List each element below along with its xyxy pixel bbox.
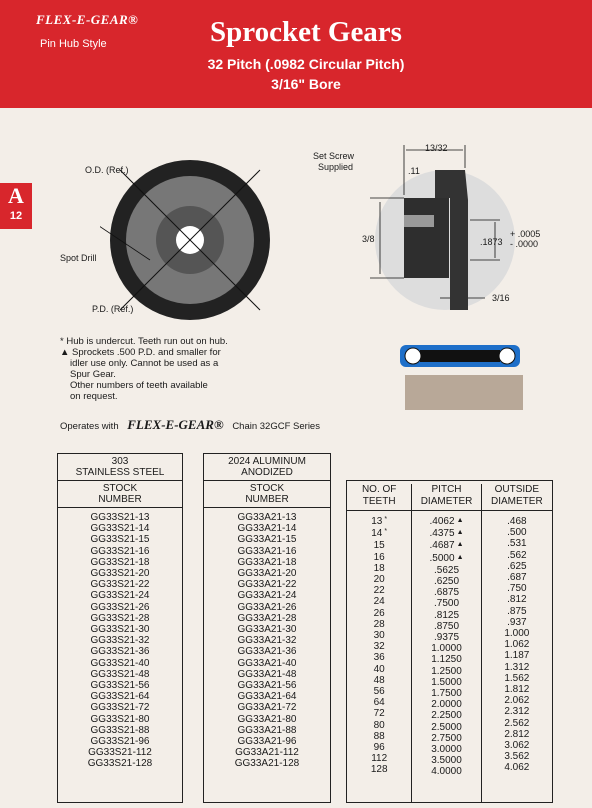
table-row-stock-number: GG33A21-20 bbox=[237, 568, 297, 580]
table-row-stock-number: GG33S21-56 bbox=[90, 680, 150, 692]
table-row-teeth bbox=[347, 675, 411, 686]
cell-value: 1.7500 bbox=[431, 688, 462, 700]
table-row-pitch-diameter bbox=[412, 677, 480, 688]
table-row-pitch-diameter bbox=[412, 654, 480, 665]
table-row-stock-number: GG33S21-72 bbox=[90, 702, 150, 714]
table-row-pitch-diameter bbox=[412, 722, 480, 733]
table-row-stock-number: GG33A21-88 bbox=[237, 724, 297, 736]
table-row-outside-diameter: .468 bbox=[507, 516, 527, 527]
cell-value: 1.0000 bbox=[431, 643, 462, 655]
label-set-screw: Set Screw bbox=[313, 151, 355, 161]
cell-value: 2.5000 bbox=[431, 721, 462, 733]
label-pd: P.D. (Ref.) bbox=[92, 304, 134, 314]
hub-section bbox=[404, 198, 449, 278]
material-name: STAINLESS STEEL bbox=[75, 467, 165, 478]
table-row-pitch-diameter bbox=[412, 587, 480, 598]
table-row-stock-number: GG33S21-16 bbox=[90, 545, 150, 557]
table-row-stock-number: GG33S21-18 bbox=[90, 556, 150, 568]
table-row-teeth bbox=[347, 540, 411, 551]
table-row-stock-number: GG33S21-24 bbox=[90, 590, 150, 602]
cell-value: 2.2500 bbox=[431, 710, 462, 722]
table-row-stock-number: GG33A21-48 bbox=[237, 668, 297, 680]
table-row-teeth bbox=[347, 652, 411, 663]
teeth-column bbox=[347, 511, 412, 802]
cell-value: .4062 bbox=[429, 516, 455, 527]
material-grade: 303 bbox=[111, 456, 129, 467]
table-row-pitch-diameter bbox=[412, 540, 480, 552]
table-row-teeth bbox=[347, 596, 411, 607]
table-row-pitch-diameter bbox=[412, 766, 480, 777]
table-row-stock-number: GG33S21-14 bbox=[90, 523, 150, 535]
table-row-stock-number: GG33S21-30 bbox=[90, 624, 150, 636]
table-row-outside-diameter: 2.312 bbox=[504, 706, 530, 718]
table-row-teeth bbox=[347, 720, 411, 731]
table-row-outside-diameter: 1.000 bbox=[504, 628, 530, 640]
table-row-teeth bbox=[347, 552, 411, 563]
cell-value: 80 bbox=[373, 719, 385, 731]
table-row-pitch-diameter bbox=[412, 610, 480, 621]
table-row-stock-number: GG33A21-56 bbox=[237, 680, 297, 692]
table-row-teeth bbox=[347, 585, 411, 596]
table-row-stock-number: GG33S21-15 bbox=[90, 534, 150, 546]
cell-value: .9375 bbox=[434, 632, 460, 644]
table-row-outside-diameter: 2.562 bbox=[504, 717, 530, 729]
cell-value: 3.5000 bbox=[431, 755, 462, 767]
table-row-stock-number: GG33A21-40 bbox=[237, 657, 297, 669]
dim-3-16: 3/16 bbox=[492, 293, 510, 303]
page-title: Sprocket Gears bbox=[210, 16, 402, 48]
cell-value: 88 bbox=[373, 730, 385, 742]
table-row-stock-number: GG33S21-48 bbox=[90, 668, 150, 680]
table-row-teeth bbox=[347, 516, 411, 528]
brand-subtitle: Pin Hub Style bbox=[40, 38, 107, 50]
page-subtitle-bore: 3/16" Bore bbox=[271, 76, 341, 92]
table-row-outside-diameter: .500 bbox=[507, 527, 527, 539]
spec-header-row bbox=[347, 481, 552, 511]
table-row-outside-diameter: 1.562 bbox=[504, 672, 530, 684]
note-idler-line2: idler use only. Cannot be used as a bbox=[70, 358, 219, 369]
table-row-stock-number: GG33A21-112 bbox=[235, 747, 299, 759]
table-row-stock-number: GG33A21-26 bbox=[237, 601, 297, 613]
cell-value: 64 bbox=[373, 697, 385, 709]
table-row-outside-diameter: 3.562 bbox=[504, 751, 530, 763]
table-row-outside-diameter: .750 bbox=[507, 583, 527, 595]
header-teeth-line1: NO. OF bbox=[361, 484, 397, 495]
cell-value: 2.7500 bbox=[431, 732, 462, 744]
table-row-teeth bbox=[347, 664, 411, 675]
table-row-stock-number: GG33S21-36 bbox=[90, 646, 150, 658]
table-row-pitch-diameter bbox=[412, 666, 480, 677]
table-row-teeth bbox=[347, 753, 411, 764]
chain-pin-left bbox=[405, 348, 421, 364]
cell-value: 22 bbox=[373, 585, 385, 597]
header-pitch-line2: DIAMETER bbox=[420, 496, 473, 507]
cell-value: .8750 bbox=[434, 620, 460, 632]
table-row-outside-diameter: 1.312 bbox=[504, 661, 530, 673]
dim-13-32: 13/32 bbox=[425, 143, 448, 153]
table-row-outside-diameter: .625 bbox=[507, 560, 527, 572]
brand-logo: FLEX-E-GEAR® bbox=[36, 12, 139, 27]
note-other: Other numbers of teeth available bbox=[70, 380, 208, 391]
idler-mark: ▲ bbox=[456, 541, 464, 549]
table-specifications bbox=[346, 480, 553, 803]
table-row-stock-number: GG33S21-128 bbox=[87, 758, 153, 770]
cell-value: 40 bbox=[373, 663, 385, 675]
cell-value: 3.0000 bbox=[431, 744, 462, 756]
table-row-teeth bbox=[347, 608, 411, 619]
table-row-stock-number: GG33S21-22 bbox=[90, 579, 150, 591]
cell-value: .8125 bbox=[434, 609, 460, 621]
table-row-pitch-diameter bbox=[412, 744, 480, 755]
table-row-outside-diameter: .812 bbox=[507, 594, 527, 606]
sprocket-teeth-section bbox=[405, 375, 523, 410]
table-row-stock-number: GG33S21-80 bbox=[90, 713, 150, 725]
table-row-teeth bbox=[347, 641, 411, 652]
table-row-teeth bbox=[347, 742, 411, 753]
table-row-stock-number: GG33A21-22 bbox=[237, 579, 297, 591]
sprocket-side-view bbox=[340, 140, 580, 320]
cell-value: 13 bbox=[371, 516, 383, 527]
table-row-pitch-diameter bbox=[412, 516, 480, 528]
material-grade: 2024 ALUMINUM bbox=[228, 456, 306, 467]
cell-value: 15 bbox=[373, 540, 385, 552]
table-row-pitch-diameter bbox=[412, 643, 480, 654]
table-row-outside-diameter: 1.062 bbox=[504, 639, 530, 651]
table-row-stock-number: GG33A21-14 bbox=[237, 523, 297, 535]
operates-suffix: Chain 32GCF Series bbox=[232, 421, 320, 432]
table-row-stock-number: GG33A21-15 bbox=[237, 534, 297, 546]
cell-value: 56 bbox=[373, 686, 385, 698]
table-row-outside-diameter: .875 bbox=[507, 605, 527, 617]
operates-with-line bbox=[60, 417, 320, 433]
table-aluminum bbox=[203, 453, 331, 803]
cell-value: 28 bbox=[373, 618, 385, 630]
table-row-pitch-diameter bbox=[412, 528, 480, 540]
table-row-outside-diameter: 2.812 bbox=[504, 728, 530, 740]
table-row-teeth bbox=[347, 574, 411, 585]
cell-value: 32 bbox=[373, 641, 385, 653]
chain-pin-right bbox=[499, 348, 515, 364]
table-row-stock-number: GG33A21-64 bbox=[237, 691, 297, 703]
column-header bbox=[58, 481, 182, 508]
table-row-stock-number: GG33A21-28 bbox=[237, 612, 297, 624]
table-row-stock-number: GG33S21-32 bbox=[90, 635, 150, 647]
table-stainless-steel bbox=[57, 453, 183, 803]
table-row-outside-diameter: 3.062 bbox=[504, 740, 530, 752]
header-outside-line1: OUTSIDE bbox=[494, 484, 540, 495]
header-pitch-diameter bbox=[412, 484, 481, 510]
table-row-teeth bbox=[347, 528, 411, 540]
table-row-pitch-diameter bbox=[412, 688, 480, 699]
cell-value: 16 bbox=[373, 551, 385, 563]
dim-11: .11 bbox=[408, 166, 420, 176]
table-row-stock-number: GG33A21-96 bbox=[237, 736, 297, 748]
cell-value: 18 bbox=[373, 562, 385, 574]
table-row-pitch-diameter bbox=[412, 733, 480, 744]
table-row-stock-number: GG33S21-88 bbox=[90, 724, 150, 736]
cell-value: 2.0000 bbox=[431, 699, 462, 711]
spec-body bbox=[347, 511, 552, 802]
table-row-stock-number: GG33A21-32 bbox=[237, 635, 297, 647]
table-row-pitch-diameter bbox=[412, 576, 480, 587]
chain-pin-bar bbox=[420, 350, 500, 362]
column-header-line2: NUMBER bbox=[245, 494, 289, 505]
table-row-stock-number: GG33S21-40 bbox=[90, 657, 150, 669]
material-name: ANODIZED bbox=[241, 467, 293, 478]
header-pitch-line1: PITCH bbox=[431, 484, 462, 495]
table-row-pitch-diameter bbox=[412, 598, 480, 609]
cell-value: .6250 bbox=[434, 576, 460, 588]
cell-value: 96 bbox=[373, 742, 385, 754]
table-row-stock-number: GG33S21-13 bbox=[90, 512, 150, 523]
page-subtitle-pitch: 32 Pitch (.0982 Circular Pitch) bbox=[207, 56, 405, 72]
cell-value: .7500 bbox=[434, 598, 460, 610]
table-row-teeth bbox=[347, 764, 411, 775]
cell-value: .4687 bbox=[429, 540, 455, 552]
cell-value: 72 bbox=[373, 708, 385, 720]
idler-mark: ▲ bbox=[456, 553, 464, 561]
table-row-stock-number: GG33A21-72 bbox=[237, 702, 297, 714]
cell-value: 48 bbox=[373, 674, 385, 686]
section-number: 12 bbox=[9, 210, 23, 222]
cell-value: 30 bbox=[373, 630, 385, 642]
table-row-stock-number: GG33A21-13 bbox=[237, 512, 297, 523]
table-row-outside-diameter: .562 bbox=[507, 549, 527, 561]
idler-mark: ▲ bbox=[456, 517, 464, 524]
cell-value: 4.0000 bbox=[431, 766, 462, 778]
table-row-teeth bbox=[347, 731, 411, 742]
cell-value: 14 bbox=[371, 528, 383, 540]
table-row-teeth bbox=[347, 630, 411, 641]
stock-number-column bbox=[58, 508, 182, 770]
column-header bbox=[204, 481, 330, 508]
label-spot-drill: Spot Drill bbox=[60, 253, 97, 263]
header-outside-line2: DIAMETER bbox=[491, 496, 543, 507]
note-idler-line3: Spur Gear. bbox=[70, 369, 116, 380]
cell-value: .6875 bbox=[434, 587, 460, 599]
table-row-pitch-diameter bbox=[412, 565, 480, 576]
table-row-pitch-diameter bbox=[412, 632, 480, 643]
table-row-outside-diameter: .531 bbox=[507, 538, 527, 550]
outside-diameter-column bbox=[482, 511, 552, 802]
table-row-outside-diameter: .687 bbox=[507, 572, 527, 584]
table-row-stock-number: GG33A21-18 bbox=[237, 556, 297, 568]
stock-number-column bbox=[204, 508, 330, 770]
table-row-stock-number: GG33S21-64 bbox=[90, 691, 150, 703]
operates-brand: FLEX-E-GEAR® bbox=[127, 417, 224, 432]
note-idler: ▲ Sprockets .500 P.D. and smaller for bbox=[60, 347, 221, 358]
dim-1873: .1873 bbox=[480, 237, 503, 247]
notes-block bbox=[60, 336, 228, 402]
undercut-mark: * bbox=[384, 516, 388, 523]
cell-value: 20 bbox=[373, 574, 385, 586]
dim-3-8: 3/8 bbox=[362, 234, 375, 244]
table-row-outside-diameter: 2.062 bbox=[504, 695, 530, 707]
table-row-outside-diameter: 1.812 bbox=[504, 684, 530, 696]
table-row-stock-number: GG33A21-80 bbox=[237, 713, 297, 725]
table-row-stock-number: GG33S21-20 bbox=[90, 568, 150, 580]
cell-value: 24 bbox=[373, 596, 385, 608]
cell-value: .4375 bbox=[429, 528, 455, 540]
cell-value: 1.2500 bbox=[431, 665, 462, 677]
table-row-stock-number: GG33A21-36 bbox=[237, 646, 297, 658]
cell-value: 128 bbox=[370, 764, 388, 776]
pitch-diameter-column bbox=[412, 511, 481, 802]
tolerance-plus: + .0005 bbox=[510, 229, 541, 239]
operates-prefix: Operates with bbox=[60, 421, 119, 432]
cell-value: 36 bbox=[373, 652, 385, 664]
header-teeth bbox=[347, 484, 412, 510]
table-row-stock-number: GG33A21-30 bbox=[237, 624, 297, 636]
table-row-stock-number: GG33A21-16 bbox=[237, 545, 297, 557]
note-undercut: * Hub is undercut. Teeth run out on hub. bbox=[60, 336, 228, 347]
table-row-pitch-diameter bbox=[412, 710, 480, 721]
table-row-pitch-diameter bbox=[412, 621, 480, 632]
column-header-line1: STOCK bbox=[249, 483, 285, 494]
table-row-pitch-diameter bbox=[412, 755, 480, 766]
undercut-mark: * bbox=[384, 528, 388, 536]
idler-mark: ▲ bbox=[456, 529, 464, 537]
section-letter: A bbox=[8, 183, 24, 208]
table-row-pitch-diameter bbox=[412, 699, 480, 710]
cell-value: .5000 bbox=[429, 552, 455, 564]
tolerance-minus: - .0000 bbox=[510, 239, 539, 249]
cell-value: .5625 bbox=[434, 564, 460, 576]
table-row-stock-number: GG33S21-96 bbox=[90, 736, 150, 748]
section-tab bbox=[0, 183, 32, 229]
table-row-teeth bbox=[347, 697, 411, 708]
table-row-teeth bbox=[347, 708, 411, 719]
material-header bbox=[204, 454, 330, 481]
table-row-teeth bbox=[347, 619, 411, 630]
table-row-teeth bbox=[347, 686, 411, 697]
chain-illustration bbox=[395, 330, 535, 415]
table-row-pitch-diameter bbox=[412, 553, 480, 565]
header-outside-diameter bbox=[482, 484, 552, 510]
table-row-outside-diameter: 4.062 bbox=[504, 762, 530, 774]
table-row-stock-number: GG33S21-28 bbox=[90, 612, 150, 624]
cell-value: 1.5000 bbox=[431, 676, 462, 688]
note-other-line2: on request. bbox=[70, 391, 118, 402]
table-row-stock-number: GG33S21-26 bbox=[90, 601, 150, 613]
table-row-teeth bbox=[347, 563, 411, 574]
column-header-line1: STOCK bbox=[102, 483, 138, 494]
table-row-stock-number: GG33S21-112 bbox=[88, 747, 152, 759]
table-row-outside-diameter: .937 bbox=[507, 616, 527, 628]
cell-value: 1.1250 bbox=[431, 654, 462, 666]
table-row-stock-number: GG33A21-24 bbox=[237, 590, 297, 602]
cell-value: 26 bbox=[373, 607, 385, 619]
label-supplied: Supplied bbox=[318, 162, 354, 172]
material-header bbox=[58, 454, 182, 481]
page-header bbox=[0, 0, 592, 108]
table-row-stock-number: GG33A21-128 bbox=[234, 758, 300, 770]
column-header-line2: NUMBER bbox=[98, 494, 142, 505]
table-row-outside-diameter: 1.187 bbox=[504, 650, 530, 662]
cell-value: 112 bbox=[371, 753, 388, 765]
header-teeth-line2: TEETH bbox=[362, 496, 396, 507]
label-od: O.D. (Ref.) bbox=[85, 165, 129, 175]
set-screw-hole bbox=[404, 215, 434, 227]
